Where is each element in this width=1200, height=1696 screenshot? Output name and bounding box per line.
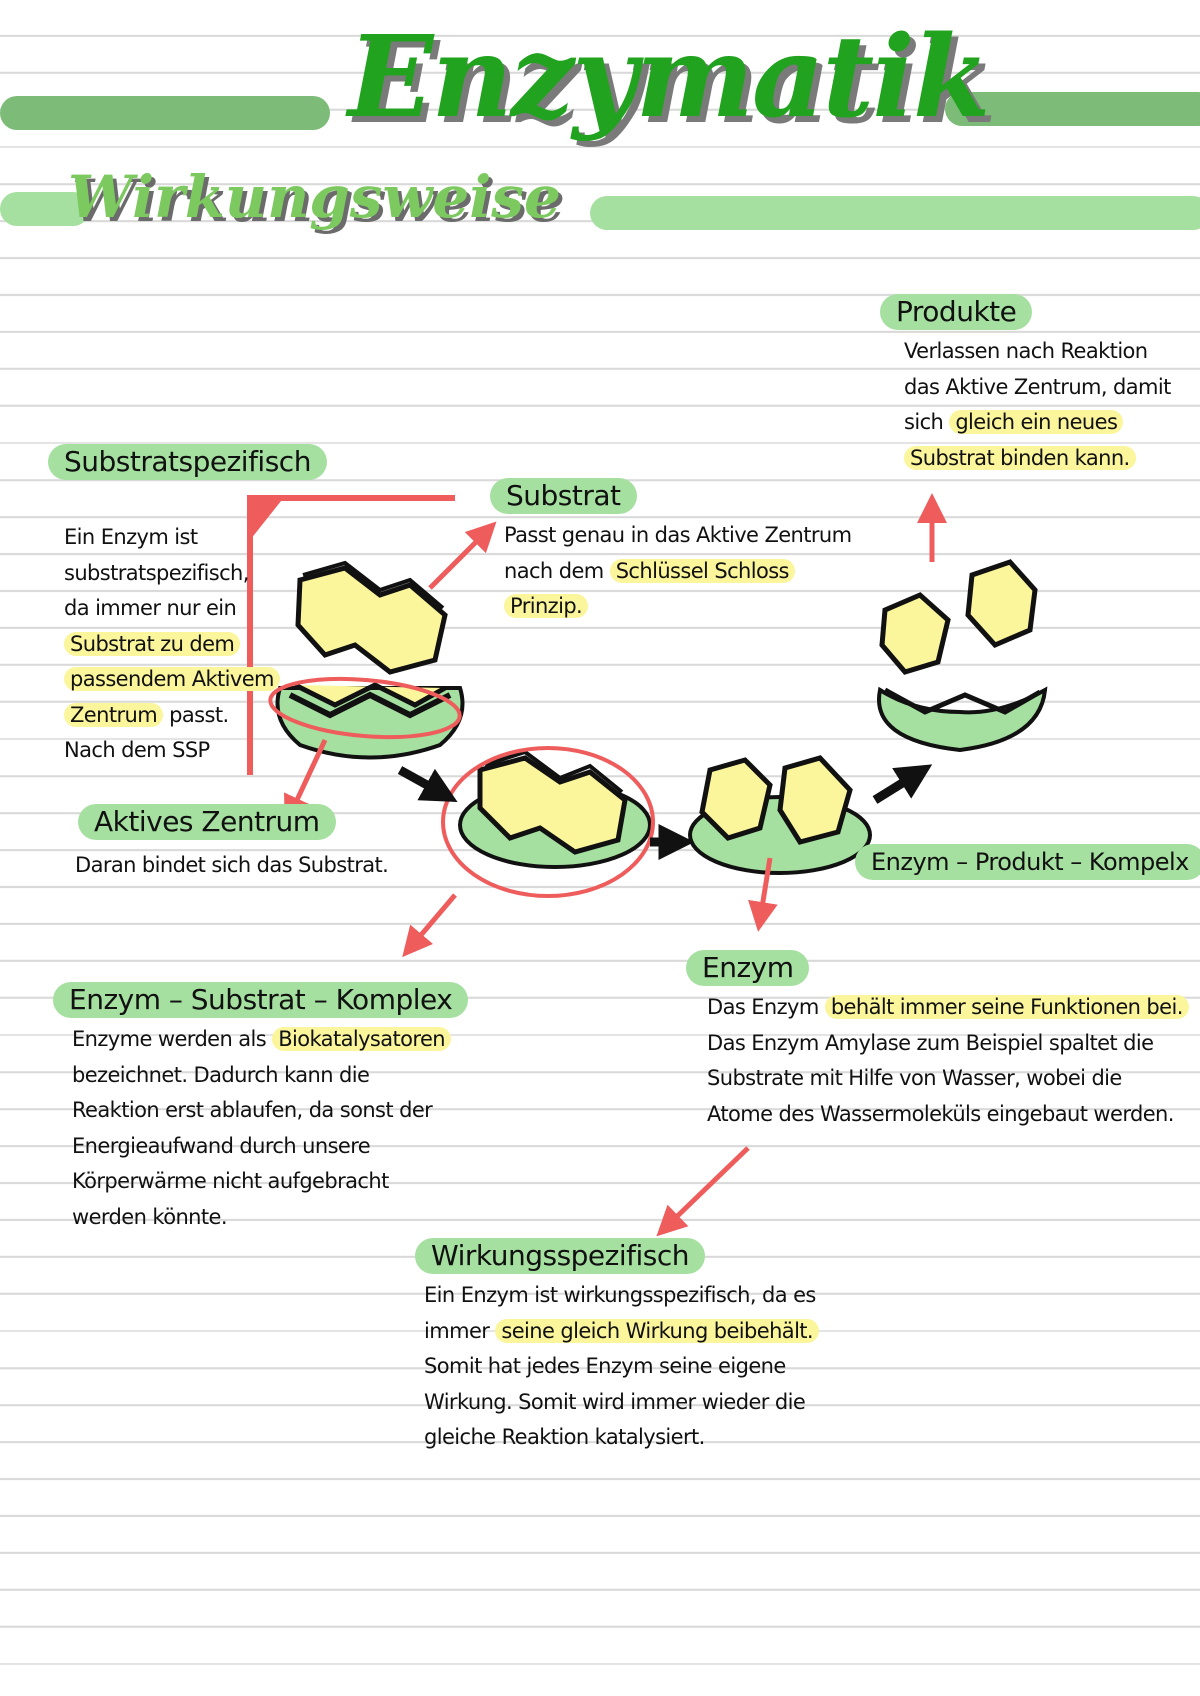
note-line xyxy=(75,848,388,884)
note-line xyxy=(904,370,1171,406)
note-line xyxy=(72,1200,451,1236)
page-subtitle: Wirkungsweise xyxy=(68,163,561,231)
label-substratspezifisch: Substratspezifisch xyxy=(48,444,327,480)
label-wirkungsspezifisch: Wirkungsspezifisch xyxy=(415,1238,705,1274)
label-aktives-zentrum: Aktives Zentrum xyxy=(78,804,336,840)
note-text: Nach dem SSP xyxy=(64,738,210,762)
note-enzym xyxy=(707,990,1189,1132)
process-arrow-3 xyxy=(875,772,920,800)
note-text: Somit hat jedes Enzym seine eigene xyxy=(424,1354,786,1378)
note-text: sich xyxy=(904,410,950,434)
note-text: Daran bindet sich das Substrat. xyxy=(75,853,389,877)
note-line xyxy=(504,554,852,590)
note-text: Wirkung. Somit wird immer wieder die xyxy=(424,1389,806,1414)
arrow-to-wirkungsspezifisch xyxy=(665,1148,748,1228)
note-text: das Aktive Zentrum, damit xyxy=(904,374,1171,399)
note-text: passt. xyxy=(163,702,229,727)
highlighted-text: Biokatalysatoren xyxy=(272,1027,451,1051)
note-text: substratspezifisch, xyxy=(64,560,249,585)
note-line xyxy=(72,1164,451,1200)
highlighted-text: Substrat binden kann. xyxy=(904,446,1136,470)
note-text: Passt genau in das Aktive Zentrum xyxy=(504,523,852,547)
note-line xyxy=(904,441,1171,477)
note-line xyxy=(707,1061,1189,1097)
note-text: Körperwärme nicht aufgebracht xyxy=(72,1169,389,1193)
note-text: da immer nur ein xyxy=(64,596,237,620)
note-text: gleiche Reaktion katalysiert. xyxy=(424,1425,705,1449)
highlighted-text: seine gleich Wirkung beibehält. xyxy=(495,1319,819,1343)
highlighted-text: gleich ein neues xyxy=(949,410,1123,434)
note-line xyxy=(64,627,280,663)
note-text: immer xyxy=(424,1318,496,1343)
highlighted-text: Schlüssel Schloss xyxy=(610,559,795,583)
note-aktives-zentrum xyxy=(75,848,388,884)
note-line xyxy=(64,591,280,627)
highlighted-text: behält immer seine Funktionen bei. xyxy=(825,995,1189,1019)
note-text: Substrate mit Hilfe von Wasser, wobei die xyxy=(707,1066,1122,1090)
arrow-to-es-komplex xyxy=(410,895,455,948)
highlighted-text: passendem Aktivem xyxy=(64,667,280,691)
note-text: Energieaufwand durch unsere xyxy=(72,1133,371,1158)
note-text: Das Enzym xyxy=(707,995,825,1019)
highlighted-text: Prinzip. xyxy=(504,594,588,618)
note-line xyxy=(64,698,280,734)
note-line xyxy=(424,1420,819,1456)
label-enzym: Enzym xyxy=(686,950,809,986)
note-line xyxy=(504,518,852,554)
note-enzym-substrat-komplex xyxy=(72,1022,451,1235)
note-text: Das Enzym Amylase zum Beispiel spaltet die xyxy=(707,1030,1154,1055)
note-text: werden könnte. xyxy=(72,1204,227,1229)
note-text: Atome des Wassermoleküls eingebaut werden. xyxy=(707,1101,1174,1126)
note-line xyxy=(424,1385,819,1421)
enzyme-shape-4 xyxy=(879,562,1045,750)
arrow-to-substrat xyxy=(430,530,488,588)
highlighted-text: Zentrum xyxy=(64,703,163,727)
label-substrat: Substrat xyxy=(490,478,637,514)
note-substratspezifisch xyxy=(64,520,280,769)
note-line xyxy=(707,1026,1189,1062)
note-line xyxy=(72,1058,451,1094)
note-line xyxy=(64,556,280,592)
note-line xyxy=(72,1129,451,1165)
note-text: Ein Enzym ist wirkungsspezifisch, da es xyxy=(424,1283,816,1307)
note-line xyxy=(64,662,280,698)
note-line xyxy=(707,1097,1189,1133)
note-line xyxy=(424,1314,819,1350)
note-wirkungsspezifisch xyxy=(424,1278,819,1456)
note-text: bezeichnet. Dadurch kann die xyxy=(72,1062,370,1087)
substrate-shape-1 xyxy=(298,563,445,672)
enzyme-shape-3 xyxy=(690,758,870,873)
page-title: Enzymatik xyxy=(348,12,989,143)
note-text: Reaktion erst ablaufen, da sonst der xyxy=(72,1098,433,1122)
note-line xyxy=(72,1022,451,1058)
process-arrow-1 xyxy=(400,770,445,795)
label-enzym-produkt-komplex: Enzym – Produkt – Kompelx xyxy=(855,844,1200,880)
note-line xyxy=(72,1093,451,1129)
note-text: Enzyme werden als xyxy=(72,1027,273,1051)
note-line xyxy=(64,733,280,769)
note-line xyxy=(707,990,1189,1026)
note-text: nach dem xyxy=(504,558,610,583)
note-substrat xyxy=(504,518,852,625)
note-text: Verlassen nach Reaktion xyxy=(904,339,1148,363)
note-line xyxy=(64,520,280,556)
highlighted-text: Substrat zu dem xyxy=(64,632,240,656)
label-produkte: Produkte xyxy=(880,294,1032,330)
note-line xyxy=(904,334,1171,370)
note-text: Ein Enzym ist xyxy=(64,525,198,549)
note-line xyxy=(424,1278,819,1314)
note-line xyxy=(424,1349,819,1385)
note-produkte xyxy=(904,334,1171,476)
label-enzym-substrat-komplex: Enzym – Substrat – Komplex xyxy=(53,982,468,1018)
note-line xyxy=(504,589,852,625)
note-line xyxy=(904,405,1171,441)
